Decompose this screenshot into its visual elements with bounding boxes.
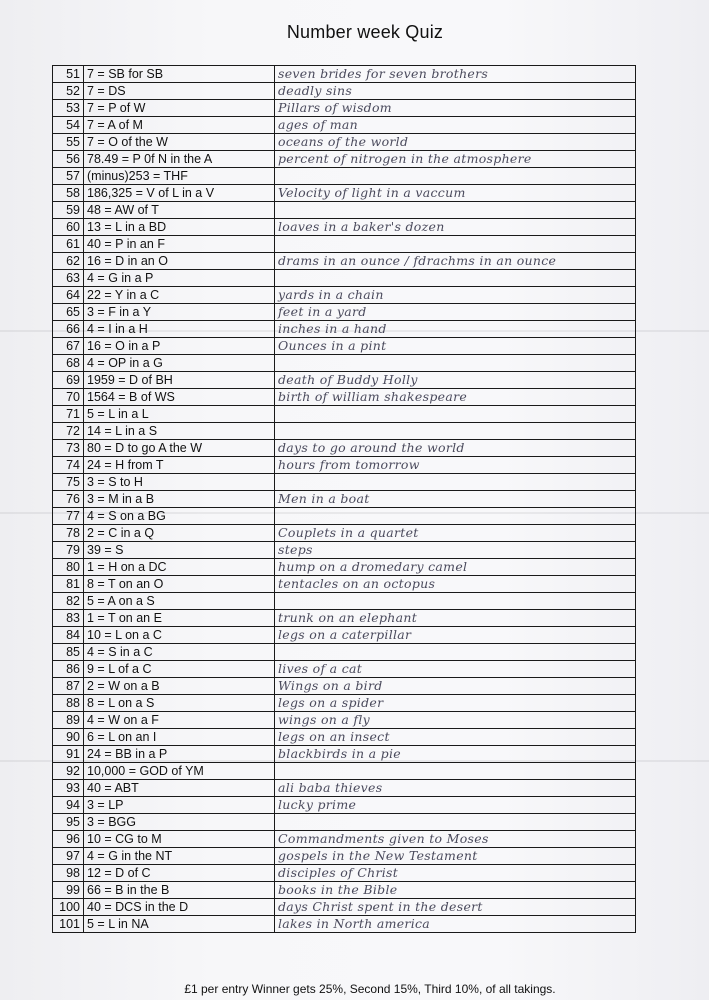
quiz-row bbox=[53, 423, 636, 440]
quiz-row bbox=[53, 491, 636, 508]
answer-cell bbox=[275, 593, 636, 610]
question-number: 66 bbox=[53, 321, 84, 338]
question-number: 101 bbox=[53, 916, 84, 933]
answer-cell bbox=[275, 644, 636, 661]
quiz-row bbox=[53, 457, 636, 474]
answer-cell bbox=[275, 406, 636, 423]
question-number: 92 bbox=[53, 763, 84, 780]
answer-cell: loaves in a baker's dozen bbox=[275, 219, 636, 236]
quiz-row bbox=[53, 678, 636, 695]
clue-cell: 16 = O in a P bbox=[84, 338, 275, 355]
clue-cell: 2 = C in a Q bbox=[84, 525, 275, 542]
clue-cell: (minus)253 = THF bbox=[84, 168, 275, 185]
question-number: 84 bbox=[53, 627, 84, 644]
quiz-row bbox=[53, 304, 636, 321]
question-number: 83 bbox=[53, 610, 84, 627]
question-number: 80 bbox=[53, 559, 84, 576]
answer-cell: Wings on a bird bbox=[275, 678, 636, 695]
question-number: 67 bbox=[53, 338, 84, 355]
quiz-row bbox=[53, 474, 636, 491]
quiz-table bbox=[52, 65, 636, 933]
quiz-row bbox=[53, 372, 636, 389]
answer-cell: inches in a hand bbox=[275, 321, 636, 338]
quiz-row bbox=[53, 100, 636, 117]
answer-cell: blackbirds in a pie bbox=[275, 746, 636, 763]
clue-cell: 3 = LP bbox=[84, 797, 275, 814]
clue-cell: 4 = S on a BG bbox=[84, 508, 275, 525]
answer-cell: ages of man bbox=[275, 117, 636, 134]
clue-cell: 5 = A on a S bbox=[84, 593, 275, 610]
clue-cell: 8 = L on a S bbox=[84, 695, 275, 712]
answer-cell: gospels in the New Testament bbox=[275, 848, 636, 865]
quiz-row bbox=[53, 287, 636, 304]
quiz-row bbox=[53, 236, 636, 253]
answer-cell: steps bbox=[275, 542, 636, 559]
answer-cell: feet in a yard bbox=[275, 304, 636, 321]
answer-cell: Couplets in a quartet bbox=[275, 525, 636, 542]
page-title: Number week Quiz bbox=[286, 22, 444, 42]
quiz-row bbox=[53, 202, 636, 219]
question-number: 74 bbox=[53, 457, 84, 474]
quiz-row bbox=[53, 848, 636, 865]
clue-cell: 9 = L of a C bbox=[84, 661, 275, 678]
clue-cell: 48 = AW of T bbox=[84, 202, 275, 219]
quiz-row bbox=[53, 644, 636, 661]
question-number: 94 bbox=[53, 797, 84, 814]
clue-cell: 4 = G in a P bbox=[84, 270, 275, 287]
question-number: 85 bbox=[53, 644, 84, 661]
answer-cell bbox=[275, 423, 636, 440]
answer-cell: yards in a chain bbox=[275, 287, 636, 304]
clue-cell: 13 = L in a BD bbox=[84, 219, 275, 236]
quiz-row bbox=[53, 117, 636, 134]
question-number: 100 bbox=[53, 899, 84, 916]
answer-cell: days to go around the world bbox=[275, 440, 636, 457]
answer-cell: hours from tomorrow bbox=[275, 457, 636, 474]
answer-cell: days Christ spent in the desert bbox=[275, 899, 636, 916]
quiz-row bbox=[53, 576, 636, 593]
clue-cell: 78.49 = P 0f N in the A bbox=[84, 151, 275, 168]
quiz-row bbox=[53, 899, 636, 916]
question-number: 78 bbox=[53, 525, 84, 542]
quiz-row bbox=[53, 712, 636, 729]
question-number: 64 bbox=[53, 287, 84, 304]
quiz-row bbox=[53, 66, 636, 83]
quiz-row bbox=[53, 389, 636, 406]
question-number: 86 bbox=[53, 661, 84, 678]
question-number: 82 bbox=[53, 593, 84, 610]
quiz-row bbox=[53, 610, 636, 627]
clue-cell: 4 = S in a C bbox=[84, 644, 275, 661]
answer-cell: tentacles on an octopus bbox=[275, 576, 636, 593]
clue-cell: 3 = F in a Y bbox=[84, 304, 275, 321]
clue-cell: 7 = O of the W bbox=[84, 134, 275, 151]
answer-cell bbox=[275, 355, 636, 372]
quiz-row bbox=[53, 338, 636, 355]
clue-cell: 40 = P in an F bbox=[84, 236, 275, 253]
clue-cell: 7 = DS bbox=[84, 83, 275, 100]
answer-cell: Men in a boat bbox=[275, 491, 636, 508]
answer-cell bbox=[275, 474, 636, 491]
quiz-row bbox=[53, 321, 636, 338]
quiz-row bbox=[53, 219, 636, 236]
clue-cell: 4 = I in a H bbox=[84, 321, 275, 338]
quiz-row bbox=[53, 134, 636, 151]
clue-cell: 3 = BGG bbox=[84, 814, 275, 831]
question-number: 73 bbox=[53, 440, 84, 457]
answer-cell: seven brides for seven brothers bbox=[275, 66, 636, 83]
question-number: 61 bbox=[53, 236, 84, 253]
answer-cell bbox=[275, 508, 636, 525]
clue-cell: 6 = L on an I bbox=[84, 729, 275, 746]
clue-cell: 2 = W on a B bbox=[84, 678, 275, 695]
question-number: 77 bbox=[53, 508, 84, 525]
question-number: 81 bbox=[53, 576, 84, 593]
quiz-row bbox=[53, 440, 636, 457]
answer-cell bbox=[275, 202, 636, 219]
question-number: 56 bbox=[53, 151, 84, 168]
clue-cell: 186,325 = V of L in a V bbox=[84, 185, 275, 202]
quiz-row bbox=[53, 185, 636, 202]
quiz-row bbox=[53, 661, 636, 678]
answer-cell: Velocity of light in a vaccum bbox=[275, 185, 636, 202]
answer-cell bbox=[275, 168, 636, 185]
answer-cell: legs on a caterpillar bbox=[275, 627, 636, 644]
question-number: 89 bbox=[53, 712, 84, 729]
question-number: 76 bbox=[53, 491, 84, 508]
question-number: 90 bbox=[53, 729, 84, 746]
clue-cell: 5 = L in NA bbox=[84, 916, 275, 933]
question-number: 71 bbox=[53, 406, 84, 423]
question-number: 51 bbox=[53, 66, 84, 83]
quiz-row bbox=[53, 916, 636, 933]
quiz-row bbox=[53, 253, 636, 270]
question-number: 65 bbox=[53, 304, 84, 321]
question-number: 55 bbox=[53, 134, 84, 151]
answer-cell: birth of william shakespeare bbox=[275, 389, 636, 406]
answer-cell bbox=[275, 763, 636, 780]
clue-cell: 24 = H from T bbox=[84, 457, 275, 474]
quiz-row bbox=[53, 627, 636, 644]
question-number: 79 bbox=[53, 542, 84, 559]
quiz-row bbox=[53, 797, 636, 814]
question-number: 52 bbox=[53, 83, 84, 100]
clue-cell: 8 = T on an O bbox=[84, 576, 275, 593]
quiz-row bbox=[53, 559, 636, 576]
question-number: 88 bbox=[53, 695, 84, 712]
quiz-row bbox=[53, 695, 636, 712]
clue-cell: 3 = M in a B bbox=[84, 491, 275, 508]
clue-cell: 24 = BB in a P bbox=[84, 746, 275, 763]
quiz-row bbox=[53, 593, 636, 610]
clue-cell: 7 = SB for SB bbox=[84, 66, 275, 83]
question-number: 93 bbox=[53, 780, 84, 797]
answer-cell: legs on an insect bbox=[275, 729, 636, 746]
quiz-row bbox=[53, 83, 636, 100]
answer-cell: Ounces in a pint bbox=[275, 338, 636, 355]
quiz-table-body bbox=[53, 66, 636, 933]
question-number: 54 bbox=[53, 117, 84, 134]
answer-cell: lives of a cat bbox=[275, 661, 636, 678]
question-number: 59 bbox=[53, 202, 84, 219]
clue-cell: 4 = OP in a G bbox=[84, 355, 275, 372]
clue-cell: 66 = B in the B bbox=[84, 882, 275, 899]
quiz-row bbox=[53, 355, 636, 372]
answer-cell: oceans of the world bbox=[275, 134, 636, 151]
footer-note: £1 per entry Winner gets 25%, Second 15%, Third 10%, of all takings. bbox=[184, 982, 556, 996]
question-number: 99 bbox=[53, 882, 84, 899]
clue-cell: 1 = H on a DC bbox=[84, 559, 275, 576]
question-number: 96 bbox=[53, 831, 84, 848]
clue-cell: 14 = L in a S bbox=[84, 423, 275, 440]
question-number: 63 bbox=[53, 270, 84, 287]
quiz-row bbox=[53, 865, 636, 882]
answer-cell: legs on a spider bbox=[275, 695, 636, 712]
quiz-row bbox=[53, 763, 636, 780]
clue-cell: 7 = P of W bbox=[84, 100, 275, 117]
quiz-row bbox=[53, 814, 636, 831]
answer-cell: deadly sins bbox=[275, 83, 636, 100]
question-number: 70 bbox=[53, 389, 84, 406]
quiz-row bbox=[53, 746, 636, 763]
question-number: 68 bbox=[53, 355, 84, 372]
clue-cell: 80 = D to go A the W bbox=[84, 440, 275, 457]
clue-cell: 1959 = D of BH bbox=[84, 372, 275, 389]
quiz-row bbox=[53, 151, 636, 168]
clue-cell: 5 = L in a L bbox=[84, 406, 275, 423]
answer-cell: lakes in North america bbox=[275, 916, 636, 933]
question-number: 95 bbox=[53, 814, 84, 831]
quiz-row bbox=[53, 882, 636, 899]
answer-cell bbox=[275, 270, 636, 287]
clue-cell: 1 = T on an E bbox=[84, 610, 275, 627]
quiz-row bbox=[53, 270, 636, 287]
answer-cell: wings on a fly bbox=[275, 712, 636, 729]
question-number: 75 bbox=[53, 474, 84, 491]
clue-cell: 39 = S bbox=[84, 542, 275, 559]
answer-cell: percent of nitrogen in the atmosphere bbox=[275, 151, 636, 168]
question-number: 98 bbox=[53, 865, 84, 882]
answer-cell: hump on a dromedary camel bbox=[275, 559, 636, 576]
answer-cell bbox=[275, 236, 636, 253]
answer-cell: lucky prime bbox=[275, 797, 636, 814]
answer-cell: drams in an ounce / fdrachms in an ounce bbox=[275, 253, 636, 270]
clue-cell: 4 = G in the NT bbox=[84, 848, 275, 865]
question-number: 60 bbox=[53, 219, 84, 236]
answer-cell: Pillars of wisdom bbox=[275, 100, 636, 117]
quiz-row bbox=[53, 406, 636, 423]
quiz-row bbox=[53, 168, 636, 185]
question-number: 91 bbox=[53, 746, 84, 763]
clue-cell: 10,000 = GOD of YM bbox=[84, 763, 275, 780]
clue-cell: 10 = L on a C bbox=[84, 627, 275, 644]
answer-cell: trunk on an elephant bbox=[275, 610, 636, 627]
clue-cell: 22 = Y in a C bbox=[84, 287, 275, 304]
quiz-row bbox=[53, 542, 636, 559]
quiz-row bbox=[53, 508, 636, 525]
question-number: 87 bbox=[53, 678, 84, 695]
question-number: 97 bbox=[53, 848, 84, 865]
question-number: 72 bbox=[53, 423, 84, 440]
clue-cell: 10 = CG to M bbox=[84, 831, 275, 848]
clue-cell: 4 = W on a F bbox=[84, 712, 275, 729]
quiz-row bbox=[53, 729, 636, 746]
quiz-row bbox=[53, 831, 636, 848]
clue-cell: 12 = D of C bbox=[84, 865, 275, 882]
answer-cell: ali baba thieves bbox=[275, 780, 636, 797]
clue-cell: 1564 = B of WS bbox=[84, 389, 275, 406]
question-number: 57 bbox=[53, 168, 84, 185]
answer-cell: disciples of Christ bbox=[275, 865, 636, 882]
answer-cell: death of Buddy Holly bbox=[275, 372, 636, 389]
question-number: 53 bbox=[53, 100, 84, 117]
clue-cell: 16 = D in an O bbox=[84, 253, 275, 270]
quiz-row bbox=[53, 525, 636, 542]
question-number: 69 bbox=[53, 372, 84, 389]
question-number: 58 bbox=[53, 185, 84, 202]
clue-cell: 40 = ABT bbox=[84, 780, 275, 797]
answer-cell: Commandments given to Moses bbox=[275, 831, 636, 848]
answer-cell bbox=[275, 814, 636, 831]
clue-cell: 7 = A of M bbox=[84, 117, 275, 134]
clue-cell: 3 = S to H bbox=[84, 474, 275, 491]
answer-cell: books in the Bible bbox=[275, 882, 636, 899]
quiz-row bbox=[53, 780, 636, 797]
clue-cell: 40 = DCS in the D bbox=[84, 899, 275, 916]
question-number: 62 bbox=[53, 253, 84, 270]
